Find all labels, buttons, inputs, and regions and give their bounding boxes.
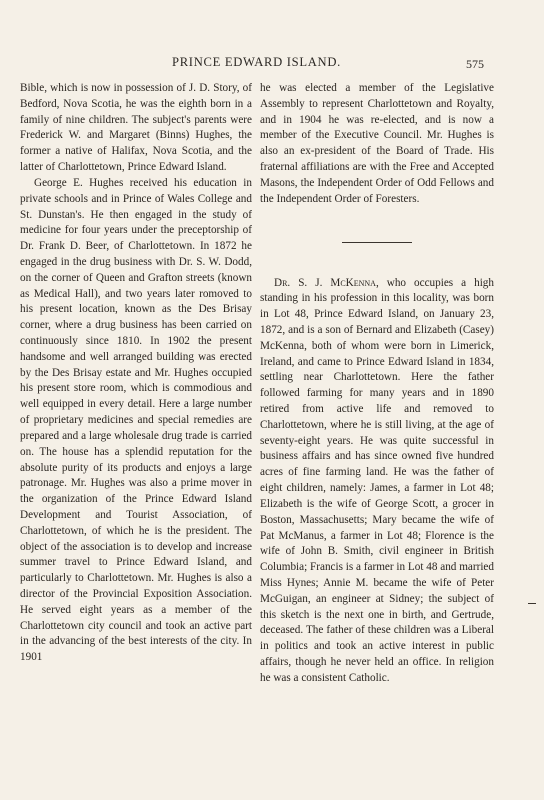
- page-number: 575: [466, 57, 484, 71]
- running-header: [0, 55, 544, 71]
- entry-text: , who occupies a high standing in his profession in this locality, was born in Lot 48, Prince Edward Island, on January 23, 1872, and is a son of Bernard and Elizabeth (Casey) McKenna, both of whom were born in Limerick, Ireland, and came to Prince Edward Island in 1834, settling near Charlottetown. Here the father followed farming for many years and in 1890 retired from active life and removed to Charlottetown, where he is still living, at the age of seventy-eight years. He was quite successful in business affairs and has since owned five hundred acres of fine farming land. He was the father of eight children, namely: James, a farmer in Lot 48; Elizabeth is the wife of George Scott, a grocer in Boston, Massachusetts; Mary became the wife of Pat McManus, a farmer in Lot 48; Florence is the wife of John B. Smith, civil engineer in British Columbia; Francis is a farmer in Lot 48 and married Miss Hynes; Annie M. became the wife of Peter McGuigan, an engineer at Sidney; the subject of this sketch is the next one in birth, and Gertrude, deceased. The father of these children was a Liberal in politics and took an active interest in public affairs, though he never held an office. In religion he was a consistent Catholic.: [260, 276, 494, 684]
- paragraph-mckenna: [260, 276, 494, 687]
- right-column: [260, 81, 494, 687]
- section-divider: [342, 242, 412, 243]
- paragraph-continuation: Bible, which is now in possession of J. D. Story, of Bedford, Nova Scotia, he was the eighth born in a family of nine children. The subject's parents were Frederick W. and Margaret (Binns) Hughes, the former a native of Halifax, Nova Scotia, and the latter of Charlottetown, Prince Edward Island.: [20, 82, 252, 174]
- paragraph-hughes-career: George E. Hughes received his education in private schools and in Prince of Wales College and St. Dunstan's. He then engaged in the study of medicine for four years under the preceptorship of Dr. Frank D. Beer, of Charlottetown. In 1872 he engaged in the drug business with Dr. S. W. Dodd, on the corner of Queen and Grafton streets (known as Medical Hall), and two years later romoved to his present location, known as the Des Brisay corner, where a drug business has been carried on continuously since 1810. In 1902 the present handsome and well arranged building was erected by the Des Brisay estate and Mr. Hughes occupied his present store room, which is commodious and well equipped in every detail. Here a large number of proprietary medicines and special remedies are prepared and a large wholesale drug trade is carried on. The house has a splendid reputation for the absolute purity of its products and enjoys a large patronage. Mr. Hughes was also a prime mover in the organization of the Prince Edward Island Development and Tourist Association, of Charlottetown, of which he is the president. The object of the association is to develop and increase summer travel to Prince Edward Island, and particularly to Charlottetown. Mr. Hughes is also a director of the Provincial Exposition Association. He served eight years as a member of the Charlottetown city council and took an active part in the advancing of the best interests of the city. In 1901: [20, 176, 252, 664]
- entry-name: Dr. S. J. McKenna: [274, 276, 376, 289]
- running-title: PRINCE EDWARD ISLAND.: [172, 55, 341, 69]
- paragraph-hughes-continuation: he was elected a member of the Legislative Assembly to represent Charlottetown and Royalty, and in 1904 he was re-elected, and is now a member of the Executive Council. Mr. Hughes is also an ex-president of the Board of Trade. His fraternal affiliations are with the Free and Accepted Masons, the Independent Order of Odd Fellows and the Independent Order of Foresters.: [260, 82, 494, 205]
- left-column: [20, 81, 252, 666]
- margin-dash: [528, 603, 536, 604]
